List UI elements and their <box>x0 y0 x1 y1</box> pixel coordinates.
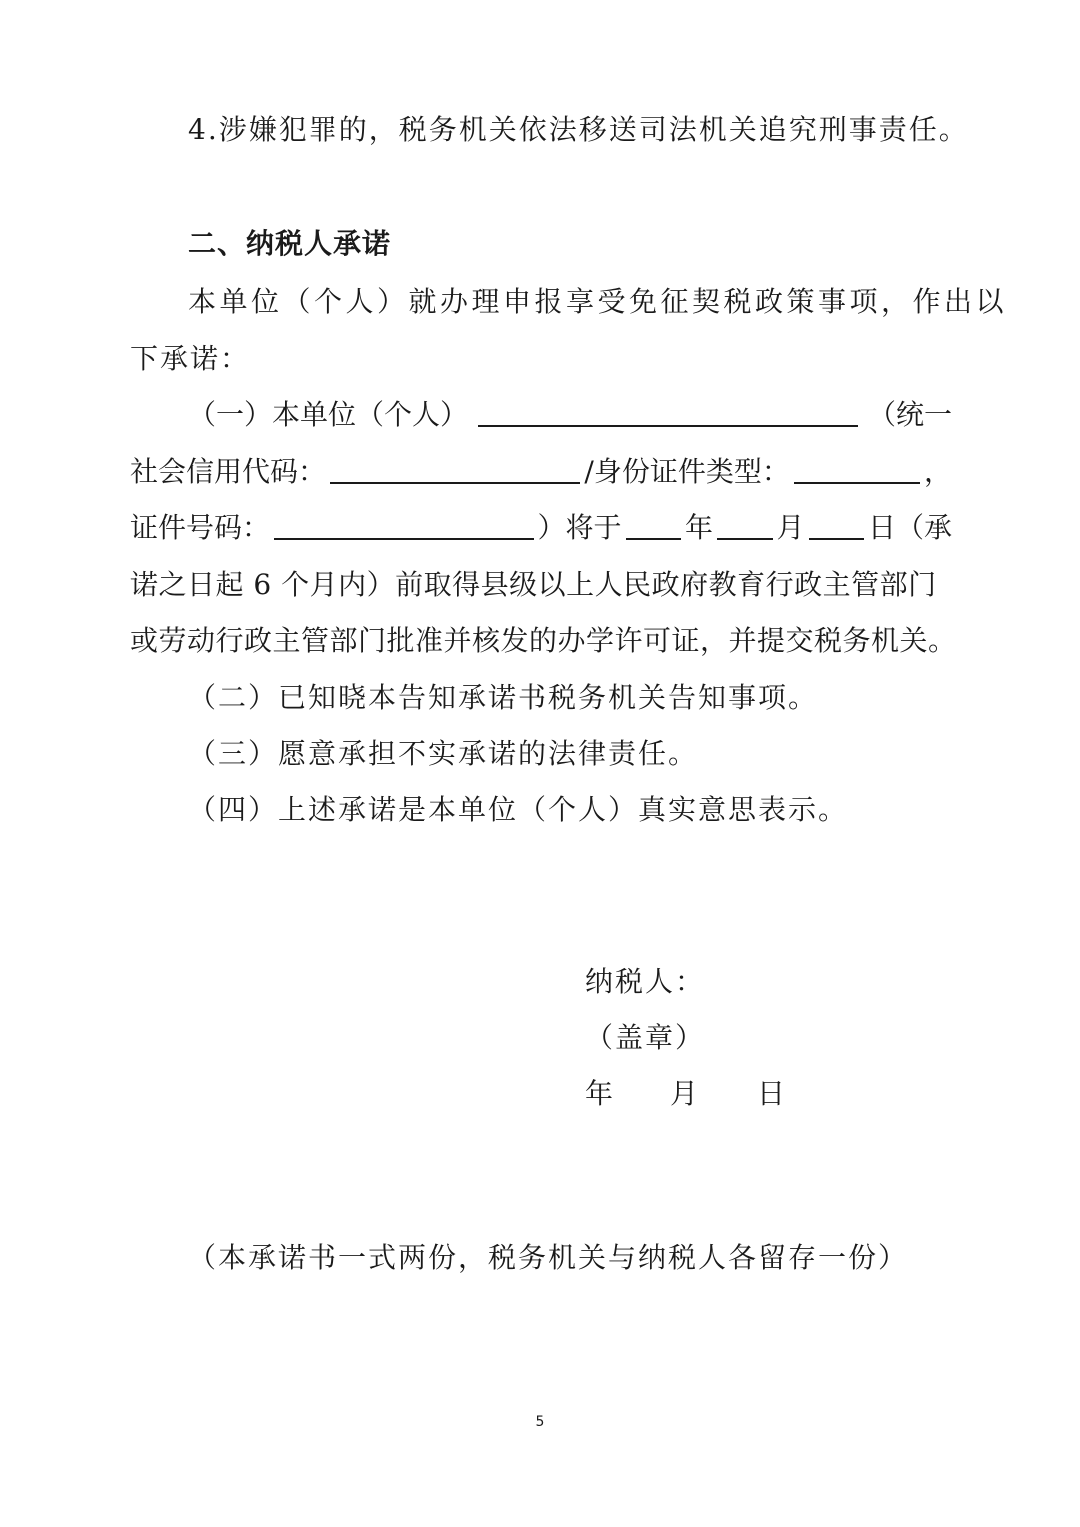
pledge-1-line-5: 或劳动行政主管部门批准并核发的办学许可证，并提交税务机关。 <box>130 624 957 657</box>
section-2-heading: 二、纳税人承诺 <box>188 227 392 260</box>
taxpayer-label: 纳税人： <box>585 965 706 998</box>
month-label: 月 <box>776 511 805 544</box>
signature-year: 年 <box>585 1077 616 1110</box>
page-number: 5 <box>535 1414 545 1430</box>
month-blank[interactable] <box>717 508 772 540</box>
pledge-3-text: （三）愿意承担不实承诺的法律责任。 <box>188 737 699 770</box>
day-blank[interactable] <box>809 508 864 540</box>
day-label: 日（承 <box>867 511 952 544</box>
pledge-1-part-1: （一）本单位（个人） <box>188 398 469 431</box>
id-number-blank[interactable] <box>274 508 534 540</box>
credit-code-label: 社会信用代码： <box>130 455 327 488</box>
intro-line-2: 下承诺： <box>130 342 251 375</box>
footer-note: （本承诺书一式两份，税务机关与纳税人各留存一份） <box>188 1241 909 1274</box>
pledge-2-text: （二）已知晓本告知承诺书税务机关告知事项。 <box>188 681 819 714</box>
item-4-text: 4.涉嫌犯罪的，税务机关依法移送司法机关追究刑事责任。 <box>188 113 969 146</box>
pledge-1-line-2 <box>130 452 952 492</box>
id-number-label: 证件号码： <box>130 511 271 544</box>
year-blank[interactable] <box>626 508 681 540</box>
intro-line-1: 本单位（个人）就办理申报享受免征契税政策事项，作出以 <box>188 285 1008 318</box>
seal-label: （盖章） <box>585 1021 706 1054</box>
deadline-label: ）将于 <box>537 511 622 544</box>
id-type-label: /身份证件类型： <box>584 455 790 488</box>
signature-day: 日 <box>757 1077 788 1110</box>
pledge-1-line-1 <box>188 395 952 435</box>
pledge-4-text: （四）上述承诺是本单位（个人）真实意思表示。 <box>188 793 849 826</box>
pledge-1-line-4: 诺之日起 6 个月内）前取得县级以上人民政府教育行政主管部门 <box>130 568 937 601</box>
id-type-blank[interactable] <box>794 452 920 484</box>
pledge-1-part-2: （统一 <box>867 398 952 431</box>
credit-code-blank[interactable] <box>330 452 580 484</box>
comma: ， <box>923 455 952 488</box>
year-label: 年 <box>685 511 714 544</box>
pledge-1-line-3 <box>130 508 952 548</box>
signature-month: 月 <box>670 1077 701 1110</box>
unit-name-blank[interactable] <box>478 395 858 427</box>
